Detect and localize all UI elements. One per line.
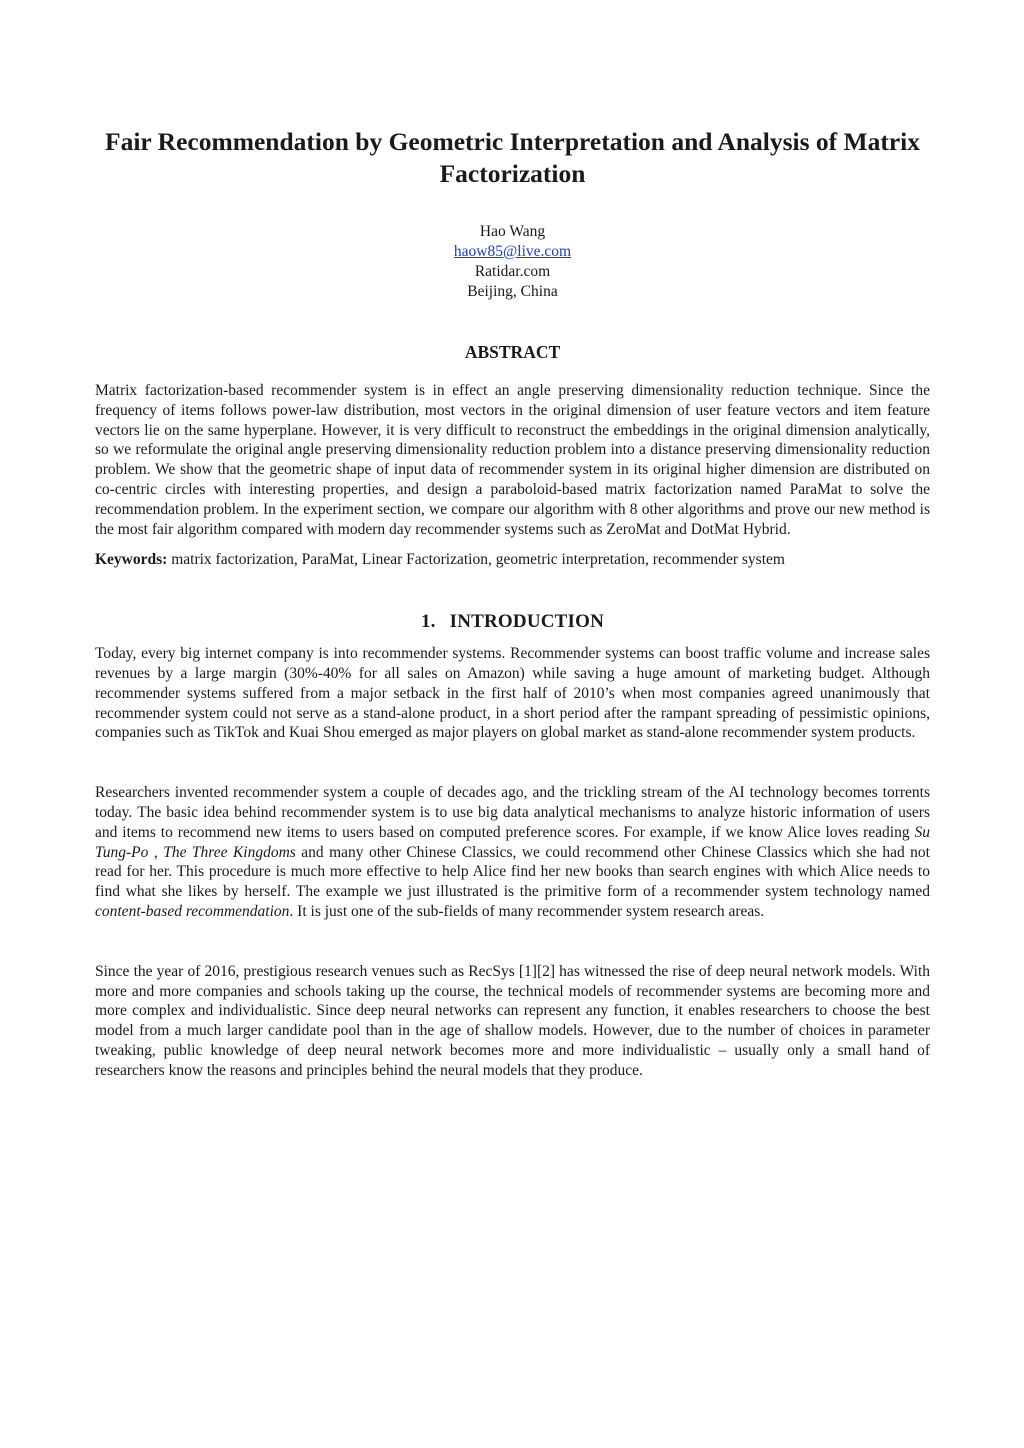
author-name: Hao Wang	[479, 223, 546, 240]
abstract-heading: ABSTRACT	[464, 342, 561, 362]
keywords-label: Keywords:	[95, 551, 168, 569]
book-title-three-kingdoms: The Three Kingdoms	[163, 843, 296, 861]
intro-paragraph-1: Today, every big internet company is into recommender systems. Recommender systems can boost traffic volume and increase sales revenues by a large margin (30%-40% for all sales on Amazon) while saving a huge amount of marketing budget. Although recommender systems suffered from a major setback in the first half of 2010’s when most companies agreed unanimously that recommender system could not serve as a stand-alone product, in a short period after the rampant spreading of pessimistic opinions, companies such as TikTok and Kuai Shou emerged as major players on global market as stand-alone recommender system products.	[95, 645, 930, 742]
section-title: INTRODUCTION	[449, 611, 605, 633]
paper-title: Fair Recommendation by Geometric Interpretation and Analysis of Matrix Factorization	[105, 127, 920, 188]
p2-text-c: and many other Chinese Classics, we could recommend other Chinese Classics which she had not read for her. This procedure is much more effective to help Alice find her new books than search engines with which Alice needs to find what she likes by herself. The example we just illustrated is the primitive form of a recommender system technology named	[95, 843, 930, 901]
book-title-su-tung-po: Su Tung-Po	[95, 823, 930, 861]
keywords-list: matrix factorization, ParaMat, Linear Factorization, geometric interpretation, recommender system	[171, 551, 785, 569]
intro-paragraph-2	[95, 783, 930, 922]
term-content-based: content-based recommendation	[95, 902, 290, 920]
author-block	[95, 222, 930, 302]
p2-text-b: ,	[148, 843, 164, 861]
intro-paragraph-3: Since the year of 2016, prestigious research venues such as RecSys [1][2] has witnessed the rise of deep neural network models. With more and more companies and schools taking up the course, the technical models of recommender systems are becoming more and more complex and individualistic. Since deep neural networks can represent any function, it enables researchers to choose the best model from a much larger candidate pool than in the age of shallow models. However, due to the number of choices in parameter tweaking, public knowledge of deep neural network becomes more and more individualistic – usually only a small hand of researchers know the reasons and principles behind the neural models that they produce.	[95, 962, 930, 1079]
keywords-line	[95, 550, 930, 570]
paper-page	[95, 0, 930, 1081]
author-affiliation: Ratidar.com	[474, 263, 551, 280]
author-location: Beijing, China	[467, 283, 558, 300]
abstract-text: Matrix factorization-based recommender system is in effect an angle preserving dimensionality reduction technique. Since the frequency of items follows power-law distribution, most vectors in the original dimension of user feature vectors and item feature vectors lie on the same hyperplane. However, it is very difficult to reconstruct the embeddings in the original dimension analytically, so we reformulate the original angle preserving dimensionality reduction problem into a distance preserving dimensionality reduction problem. We show that the geometric shape of input data of recommender system in its original higher dimension are distributed on co-centric circles with interesting properties, and design a paraboloid-based matrix factorization named ParaMat to solve the recommendation problem. In the experiment section, we compare our algorithm with 8 other algorithms and prove our new method is the most fair algorithm compared with modern day recommender systems such as ZeroMat and DotMat Hybrid.	[95, 382, 930, 538]
p2-text-a: Researchers invented recommender system a couple of decades ago, and the trickling stream of the AI technology becomes torrents today. The basic idea behind recommender system is to use big data analytical mechanisms to analyze historic information of users and items to recommend new items to users based on computed preference scores. For example, if we know Alice loves reading	[95, 784, 930, 841]
p2-text-d: . It is just one of the sub-fields of many recommender system research areas.	[289, 902, 765, 920]
section-number: 1.	[420, 611, 436, 633]
author-email-link[interactable]: haow85@live.com	[453, 243, 572, 260]
introduction-heading	[95, 611, 930, 633]
